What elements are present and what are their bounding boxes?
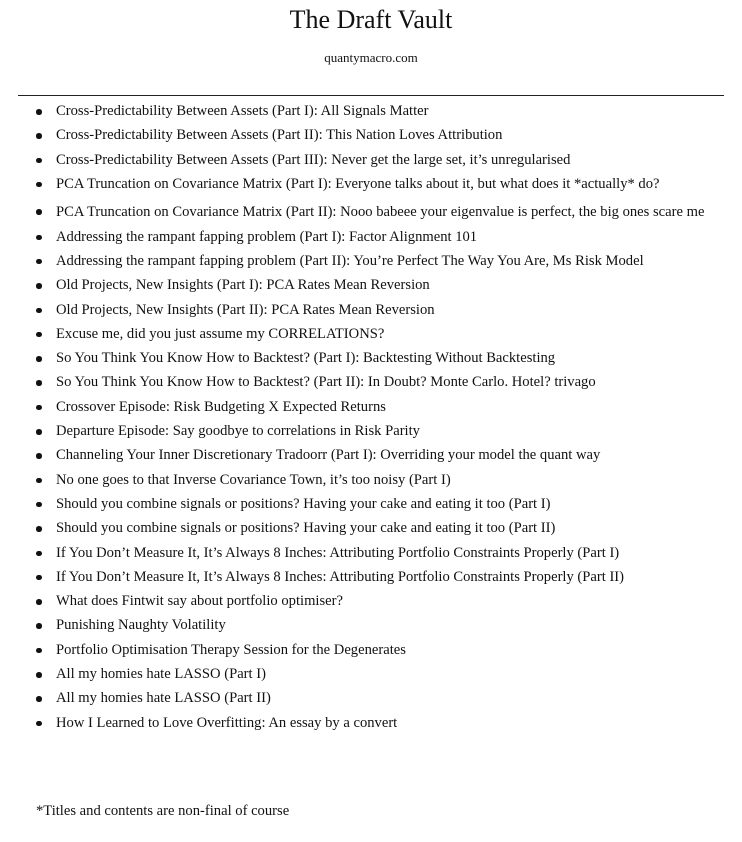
bullet-icon [36, 575, 42, 581]
bullet-icon [36, 551, 42, 557]
list-item [0, 249, 742, 273]
list-item [0, 395, 742, 419]
bullet-icon [36, 182, 42, 188]
list-item [0, 225, 742, 249]
bullet-icon [36, 308, 42, 314]
list-item [0, 662, 742, 686]
list-item [0, 565, 742, 589]
list-item [0, 346, 742, 370]
site-name: quantymacro.com [324, 50, 418, 65]
list-item [0, 298, 742, 322]
list-item [0, 148, 742, 172]
bullet-icon [36, 502, 42, 508]
post-title: Cross-Predictability Between Assets (Part I): All Signals Matter [56, 103, 429, 119]
bullet-icon [36, 526, 42, 532]
post-title: Addressing the rampant fapping problem (Part I): Factor Alignment 101 [56, 228, 478, 245]
bullet-icon [36, 478, 42, 484]
post-title: Channeling Your Inner Discretionary Tradoorr (Part I): Overriding your model the quant way [56, 447, 601, 464]
list-item [0, 686, 742, 710]
bullet-icon [36, 721, 42, 727]
bullet-icon [36, 283, 42, 289]
post-title: Addressing the rampant fapping problem (Part II): You’re Perfect The Way You Are, Ms Risk Model [56, 252, 644, 269]
list-item [0, 711, 742, 735]
list-item [0, 322, 742, 346]
list-item [0, 370, 742, 394]
bullet-icon [36, 623, 42, 629]
post-title: No one goes to that Inverse Covariance Town, it’s too noisy (Part I) [56, 471, 451, 488]
post-title: So You Think You Know How to Backtest? (Part I): Backtesting Without Backtesting [56, 350, 556, 367]
bullet-icon [36, 332, 42, 338]
list-item [0, 613, 742, 637]
post-title: PCA Truncation on Covariance Matrix (Part II): Nooo babeee your eigenvalue is perfect, the big ones scare me [56, 204, 705, 221]
list-item [0, 443, 742, 467]
post-title: Excuse me, did you just assume my CORRELATIONS? [56, 325, 385, 342]
post-title: Should you combine signals or positions? Having your cake and eating it too (Part I) [56, 495, 551, 512]
bullet-icon [36, 453, 42, 459]
bullet-icon [36, 235, 42, 241]
document-title: The Draft Vault [289, 5, 453, 34]
list-item [0, 468, 742, 492]
post-title: Cross-Predictability Between Assets (Part II): This Nation Loves Attribution [56, 127, 503, 144]
post-title: What does Fintwit say about portfolio optimiser? [56, 593, 343, 610]
bullet-icon [36, 380, 42, 386]
bullet-icon [36, 356, 42, 362]
bullet-icon [36, 209, 42, 215]
list-item [0, 589, 742, 613]
horizontal-rule [18, 95, 724, 96]
list-item [0, 419, 742, 443]
list-item [0, 99, 742, 123]
list-item [0, 123, 742, 147]
bullet-icon [36, 259, 42, 265]
post-title: Punishing Naughty Volatility [56, 617, 226, 634]
bullet-icon [36, 648, 42, 654]
post-title: All my homies hate LASSO (Part I) [56, 666, 266, 683]
post-title: Portfolio Optimisation Therapy Session for the Degenerates [56, 641, 406, 658]
list-item [0, 273, 742, 297]
post-title: How I Learned to Love Overfitting: An essay by a convert [56, 714, 398, 731]
bullet-icon [36, 429, 42, 435]
list-item [0, 196, 742, 225]
list-item [0, 172, 742, 196]
post-title: PCA Truncation on Covariance Matrix (Part I): Everyone talks about it, but what does it *actually* do? [56, 175, 660, 192]
post-title: Cross-Predictability Between Assets (Part III): Never get the large set, it’s unregularised [56, 151, 571, 168]
list-item [0, 492, 742, 516]
post-title: If You Don’t Measure It, It’s Always 8 Inches: Attributing Portfolio Constraints Properly (Part I) [56, 544, 620, 561]
post-title: Should you combine signals or positions? Having your cake and eating it too (Part II) [56, 520, 556, 537]
bullet-icon [36, 133, 42, 139]
bullet-icon [36, 599, 42, 605]
post-title: So You Think You Know How to Backtest? (Part II): In Doubt? Monte Carlo. Hotel? trivago [56, 374, 596, 391]
list-item [0, 541, 742, 565]
list-item [0, 516, 742, 540]
footnote: *Titles and contents are non-final of course [36, 803, 290, 819]
bullet-icon [36, 109, 42, 115]
bullet-icon [36, 672, 42, 678]
draft-post-list [0, 99, 742, 735]
post-title: Old Projects, New Insights (Part I): PCA Rates Mean Reversion [56, 277, 430, 294]
bullet-icon [36, 405, 42, 411]
bullet-icon [36, 158, 42, 164]
post-title: Old Projects, New Insights (Part II): PCA Rates Mean Reversion [56, 301, 435, 318]
list-item [0, 638, 742, 662]
post-title: Departure Episode: Say goodbye to correlations in Risk Parity [56, 423, 420, 440]
post-title: Crossover Episode: Risk Budgeting X Expected Returns [56, 398, 386, 415]
post-title: All my homies hate LASSO (Part II) [56, 690, 271, 707]
bullet-icon [36, 696, 42, 702]
post-title: If You Don’t Measure It, It’s Always 8 Inches: Attributing Portfolio Constraints Properly (Part II) [56, 568, 625, 585]
